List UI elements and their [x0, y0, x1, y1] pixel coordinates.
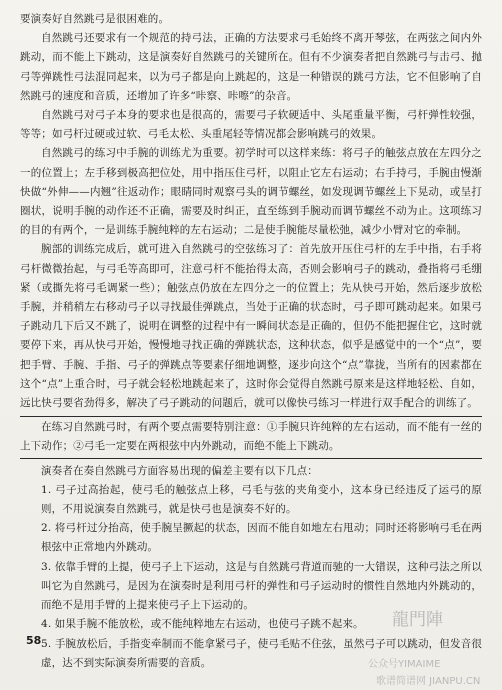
- paragraph-bow-requirements: 自然跳弓对弓子本身的要求也是很高的，需要弓子软硬适中、头尾重量平衡，弓杆弹性较强，等等；如弓杆过硬或过软、弓毛太松、头重尾轻等情况都会影响跳弓的效果。: [20, 109, 482, 141]
- watermark-line-1: 公众号YIMAIME: [368, 659, 441, 670]
- watermark-logo: [392, 608, 490, 630]
- paragraph-open-string-practice: 腕部的训练完成后，就可进入自然跳弓的空弦练习了：首先放开压住弓杆的左手中指，右手将弓杆微微抬起，与弓毛等高即可，注意弓杆不能抬得太高，否则会影响弓子的跳动，叠指将弓毛绷紧（或撕先将弓毛调紧一些）；触弦点仍放在左四分之一的位置上；先从快弓开始，然后逐步放松手腕，并稍稍左右移动弓子以寻找最佳弹跳点，当处于正确的状态时，弓子即可跳动起来。如果弓子跳动几下后又不跳了，说明在调整的过程中有一瞬间状态是正确的，但仍不能把握住它，这时就要停下来，再从快弓开始，慢慢地寻找正确的弹跳状态，这种状态，似乎是感觉中的一个“点”，要把手臂、手腕、手指、弓子的弹跳点等要素仔细地调整，逐步向这个“点”靠拢，当所有的因素都在这个“点”上重合时，弓子就会轻松地跳起来了，这时你会觉得自然跳弓原来是这样地轻松、自如，远比快弓要省劲得多，解决了弓子跳动的问题后，就可以像快弓练习一样进行双手配合的训练了。: [20, 243, 482, 410]
- list-item-error-1: 1. 弓子过高抬起，使弓毛的触弦点上移，弓毛与弦的夹角变小，这本身已经违反了运弓的原则，不用说演奏自然跳弓，就是快弓也是演奏不好的。: [41, 483, 482, 516]
- watermark-logo-text: 龍門陣: [392, 610, 443, 630]
- list-item-error-3: 3. 依靠手臂的上提，使弓子上下运动，这是与自然跳弓背道而驰的一大错误，这种弓法之所以叫它为自然跳弓，是因为在演奏时是利用弓杆的弹性和弓子运动时的惯性自然地内外跳动的，而绝不是用手臂的上提来使弓子上下运动的。: [41, 560, 482, 612]
- paragraph-key-points: 在练习自然跳弓时，有两个要点需要特别注意：①手腕只许纯粹的左右运动，而不能有一丝的上下动作；②弓毛一定要在两根弦中内外跳动，而绝不能上下跳动。: [20, 421, 482, 453]
- watermark-line-2: 歌谱简谱网 JIANPU.CN: [376, 676, 481, 687]
- body-text: [20, 10, 482, 673]
- key-points-box: [20, 416, 482, 458]
- list-item-error-5: 5. 手腕放松后，手指变牵制而不能拿紧弓子，使弓毛贴不住弦，虽然弓子可以跳动，但发音很虚，达不到实际演奏所需要的音质。: [41, 637, 482, 669]
- page-number: 58: [26, 634, 42, 647]
- list-item-error-4: 4. 如果手腕不能放松，或不能纯粹地左右运动，也使弓子跳不起来。: [41, 618, 364, 631]
- paragraph-wrist-training: 自然跳弓的练习中手腕的训练尤为重要。初学时可以这样来练：将弓子的触弦点放在左四分之一的位置上；左手移到极高把位处，用中指压住弓杆，以阻止它左右运动；右手持弓，手腕由慢渐快做“外伸——内翘”往返动作；眼睛同时观察弓头的调节螺丝，如发现调节螺丝上下晃动，或呈打圈状，说明手腕的动作还不正确，需要及时纠正，直至练到手腕动而调节螺丝不动为止。这项练习的目的有两个，一是训练手腕纯粹的左右运动；二是使手腕能尽量松弛，减少小臂对它的牵制。: [20, 147, 482, 237]
- list-item-error-2: 2. 将弓杆过分抬高，使手腕呈撅起的状态，因而不能自如地左右甩动；同时还将影响弓毛在两根弦中正常地内外跳动。: [41, 522, 482, 554]
- paragraph-common-errors-intro: 演奏者在奏自然跳弓方面容易出现的偏差主要有以下几点：: [41, 464, 318, 477]
- paragraph-bow-hold: 自然跳弓还要求有一个规范的持弓法，正确的方法要求弓毛始终不离开琴弦，在两弦之间内外跳动，而不能上下跳动，这是演奏好自然跳弓的关键所在。但有不少演奏者把自然跳弓与击弓、抛弓等弹跳性弓法混同起来，以为弓子都是向上跳起的，这是一种错误的跳弓方法，它不但影响了自然跳弓的速度和音质，还增加了许多“咔察、咔嚓”的杂音。: [20, 32, 482, 102]
- paragraph-intro-end: 要演奏好自然跳弓是很困难的。: [20, 13, 170, 25]
